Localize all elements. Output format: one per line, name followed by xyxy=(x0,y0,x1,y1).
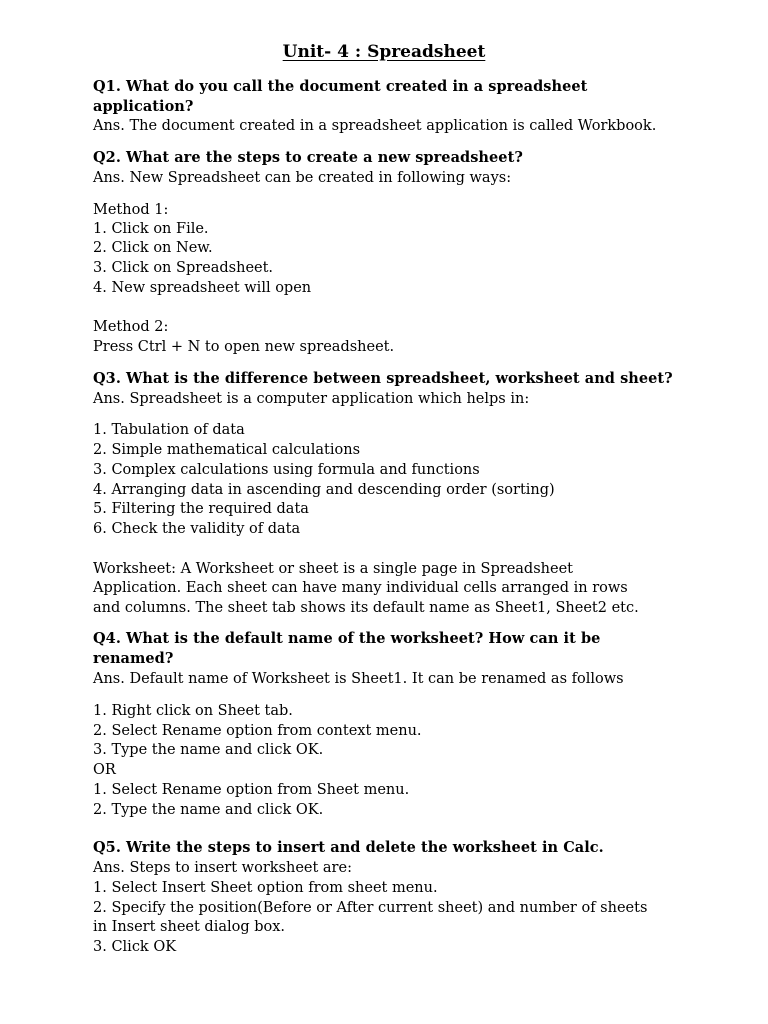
q3-answer: Ans. Spreadsheet is a computer application which helps in: xyxy=(93,391,530,407)
page-title: Unit- 4 : Spreadsheet xyxy=(282,42,486,62)
method-1-label: Method 1: xyxy=(93,202,169,218)
list-item: 2. Select Rename option from context menu. xyxy=(93,723,422,739)
list-item: 1. Select Rename option from Sheet menu. xyxy=(93,782,410,798)
q1-question: Q1. What do you call the document created in a spreadsheet xyxy=(93,78,588,95)
q5-question: Q5. Write the steps to insert and delete the worksheet in Calc. xyxy=(93,839,604,856)
list-item: 3. Click on Spreadsheet. xyxy=(93,260,274,276)
worksheet-paragraph: and columns. The sheet tab shows its default name as Sheet1, Sheet2 etc. xyxy=(93,600,639,616)
list-item: in Insert sheet dialog box. xyxy=(93,919,286,935)
q1-answer: Ans. The document created in a spreadsheet application is called Workbook. xyxy=(93,118,657,134)
q3-question: Q3. What is the difference between spreadsheet, worksheet and sheet? xyxy=(93,370,673,387)
list-item: 6. Check the validity of data xyxy=(93,521,301,537)
worksheet-paragraph: Application. Each sheet can have many individual cells arranged in rows xyxy=(93,580,628,596)
list-item: 3. Type the name and click OK. xyxy=(93,742,324,758)
list-item: 3. Click OK xyxy=(93,939,177,955)
list-item: 4. New spreadsheet will open xyxy=(93,280,312,296)
list-item: 2. Type the name and click OK. xyxy=(93,802,324,818)
worksheet-paragraph: Worksheet: A Worksheet or sheet is a single page in Spreadsheet xyxy=(93,561,573,577)
q1-question: application? xyxy=(93,98,194,115)
list-item: 1. Click on File. xyxy=(93,221,209,237)
q4-question: Q4. What is the default name of the worksheet? How can it be xyxy=(93,630,601,647)
method-2-label: Method 2: xyxy=(93,319,169,335)
q5-answer: Ans. Steps to insert worksheet are: xyxy=(93,860,352,876)
q2-question: Q2. What are the steps to create a new spreadsheet? xyxy=(93,149,523,166)
list-item: 4. Arranging data in ascending and descending order (sorting) xyxy=(93,482,555,498)
method-2-text: Press Ctrl + N to open new spreadsheet. xyxy=(93,339,395,355)
list-item: 2. Simple mathematical calculations xyxy=(93,442,361,458)
q4-answer: Ans. Default name of Worksheet is Sheet1. It can be renamed as follows xyxy=(93,671,624,687)
list-item: 3. Complex calculations using formula and functions xyxy=(93,462,480,478)
list-item: 1. Tabulation of data xyxy=(93,422,245,438)
list-item: 2. Click on New. xyxy=(93,240,213,256)
list-item: 2. Specify the position(Before or After current sheet) and number of sheets xyxy=(93,900,648,916)
list-item: 1. Select Insert Sheet option from sheet menu. xyxy=(93,880,438,896)
list-item: 5. Filtering the required data xyxy=(93,501,309,517)
q4-question: renamed? xyxy=(93,650,174,667)
or-label: OR xyxy=(93,762,116,778)
list-item: 1. Right click on Sheet tab. xyxy=(93,703,293,719)
q2-answer: Ans. New Spreadsheet can be created in following ways: xyxy=(93,170,512,186)
